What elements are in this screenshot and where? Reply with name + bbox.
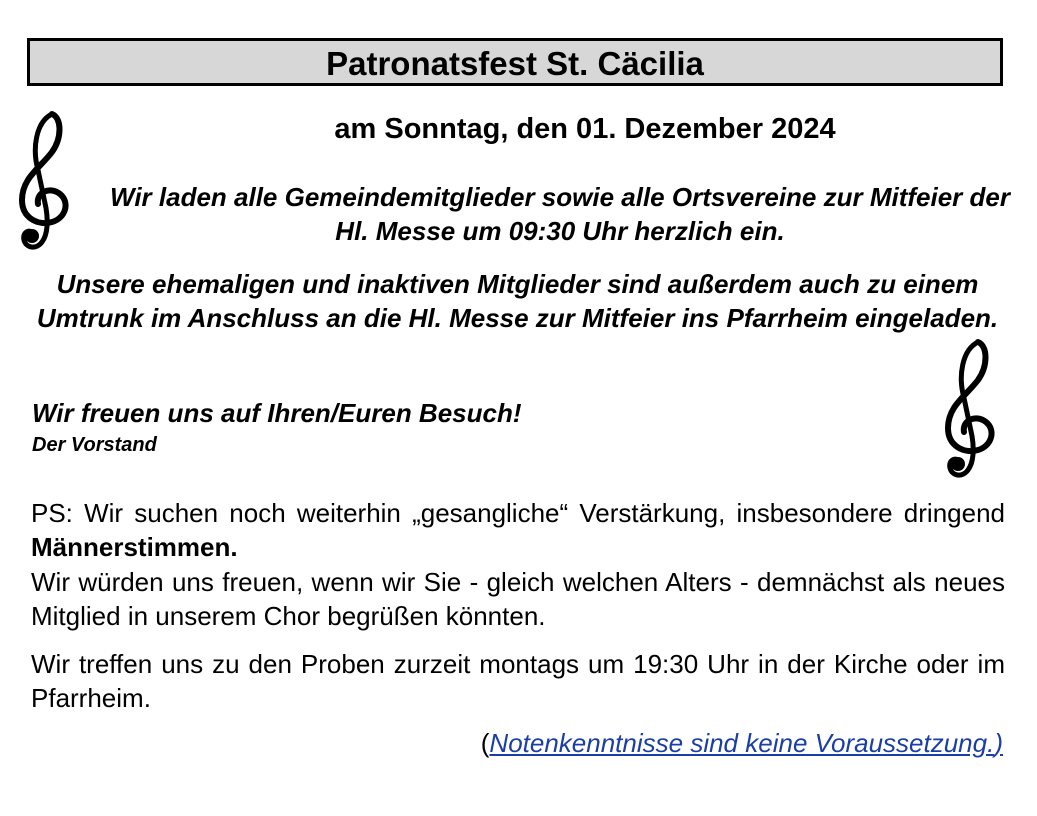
greeting: Wir freuen uns auf Ihren/Euren Besuch!: [32, 398, 522, 428]
note: [481, 726, 1003, 760]
invitation-former-members: Unsere ehemaligen und inaktiven Mitglieder sind außerdem auch zu einem Umtrunk im Anschluss an die Hl. Messe zur Mitfeier ins Pfarrheim eingeladen.: [36, 269, 999, 333]
postscript-recruiting-highlight: Männerstimmen.: [31, 532, 238, 562]
postscript-recruiting: [31, 496, 1005, 564]
note-link[interactable]: Notenkenntnisse sind keine Voraussetzung.: [489, 728, 995, 758]
postscript-welcome: Wir würden uns freuen, wenn wir Sie - gleich welchen Alters - demnächst als neues Mitglied in unserem Chor begrüßen könnten.: [31, 567, 1005, 631]
note-paren-open: (: [480, 728, 490, 758]
postscript-rehearsal: Wir treffen uns zu den Proben zurzeit montags um 19:30 Uhr in der Kirche oder im Pfarrheim.: [31, 649, 1005, 713]
event-date: am Sonntag, den 01. Dezember 2024: [334, 113, 836, 145]
invitation-text: Wir laden alle Gemeindemitglieder sowie alle Ortsvereine zur Mitfeier der Hl. Messe um 09:30 Uhr herzlich ein.: [110, 182, 1010, 246]
treble-clef-icon: [8, 108, 86, 260]
note-paren-close: ): [994, 728, 1003, 758]
signature: Der Vorstand: [32, 434, 157, 456]
title-box: [27, 38, 1003, 86]
treble-clef-icon: [934, 336, 1012, 488]
page-title: Patronatsfest St. Cäcilia: [326, 44, 704, 82]
postscript-recruiting-text: PS: Wir suchen noch weiterhin „gesangliche“ Verstärkung, insbesondere dringend: [31, 498, 1005, 528]
